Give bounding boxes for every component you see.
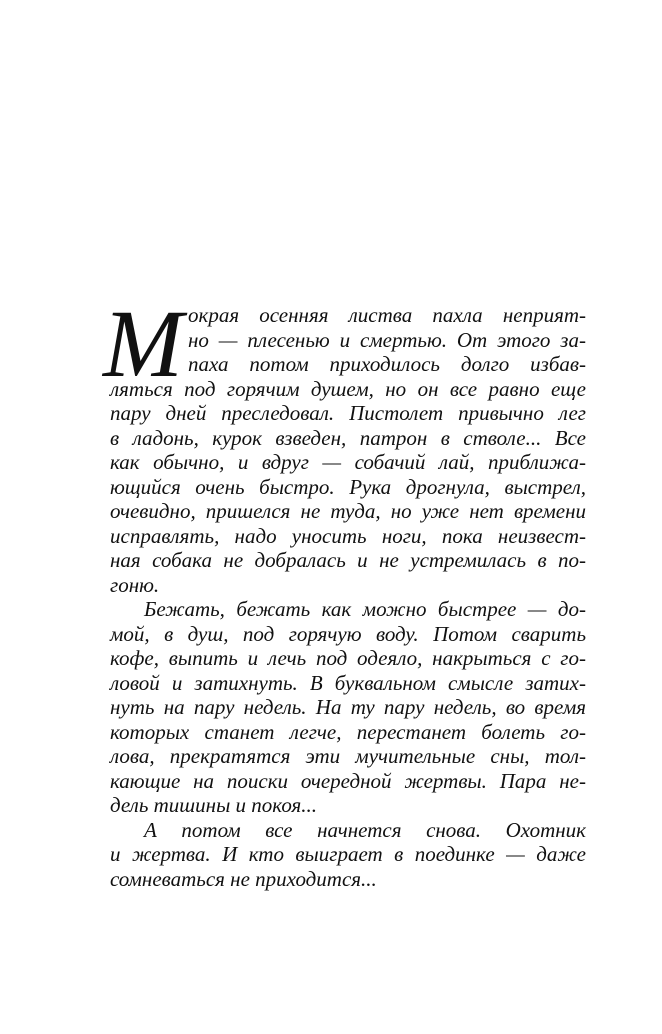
text-block	[103, 290, 586, 891]
text-line: гоню.	[110, 572, 160, 597]
text-line: как обычно, и вдруг — собачий лай, приближа-	[110, 450, 586, 474]
text-line: ловой и затихнуть. В буквальном смысле затих-	[110, 670, 586, 695]
paragraph-3	[110, 818, 586, 892]
text-line: нуть на пару недель. На ту пару недель, во время	[110, 695, 586, 719]
text-line: дель тишины и покоя...	[110, 793, 318, 817]
paragraph-2	[110, 597, 586, 818]
text-line: мой, в душ, под горячую воду. Потом сварить	[110, 621, 586, 646]
text-line: ная собака не добралась и не устремилась в по-	[110, 548, 586, 572]
text-line: исправлять, надо уносить ноги, пока неизвест-	[110, 523, 586, 548]
text-line: паха потом приходилось долго избав-	[188, 352, 586, 376]
text-line: окрая осенняя листва пахла неприят-	[188, 303, 586, 327]
text-line: но — плесенью и смертью. От этого за-	[188, 327, 586, 352]
text-line: очевидно, пришелся не туда, но уже нет времени	[110, 499, 586, 523]
text-line: кающие на поиски очередной жертвы. Пара не-	[110, 768, 586, 793]
text-line: сомневаться не приходится...	[110, 866, 377, 891]
text-line: лова, прекратятся эти мучительные сны, тол-	[110, 744, 586, 768]
text-line: А потом все начнется снова. Охотник	[144, 817, 586, 842]
text-line: ляться под горячим душем, но он все равно еще	[110, 376, 586, 401]
text-line: и жертва. И кто выиграет в поединке — даже	[110, 842, 586, 866]
text-line: пару дней преследовал. Пистолет привычно лег	[110, 401, 586, 425]
text-line: которых станет легче, перестанет болеть го-	[110, 719, 586, 744]
text-line: в ладонь, курок взведен, патрон в стволе... Все	[110, 425, 586, 450]
text-line: ющийся очень быстро. Рука дрогнула, выстрел,	[110, 474, 586, 499]
text-line: кофе, выпить и лечь под одеяло, накрыться с го-	[110, 646, 586, 670]
drop-cap: М	[103, 290, 183, 397]
text-line: Бежать, бежать как можно быстрее — до-	[144, 597, 586, 621]
